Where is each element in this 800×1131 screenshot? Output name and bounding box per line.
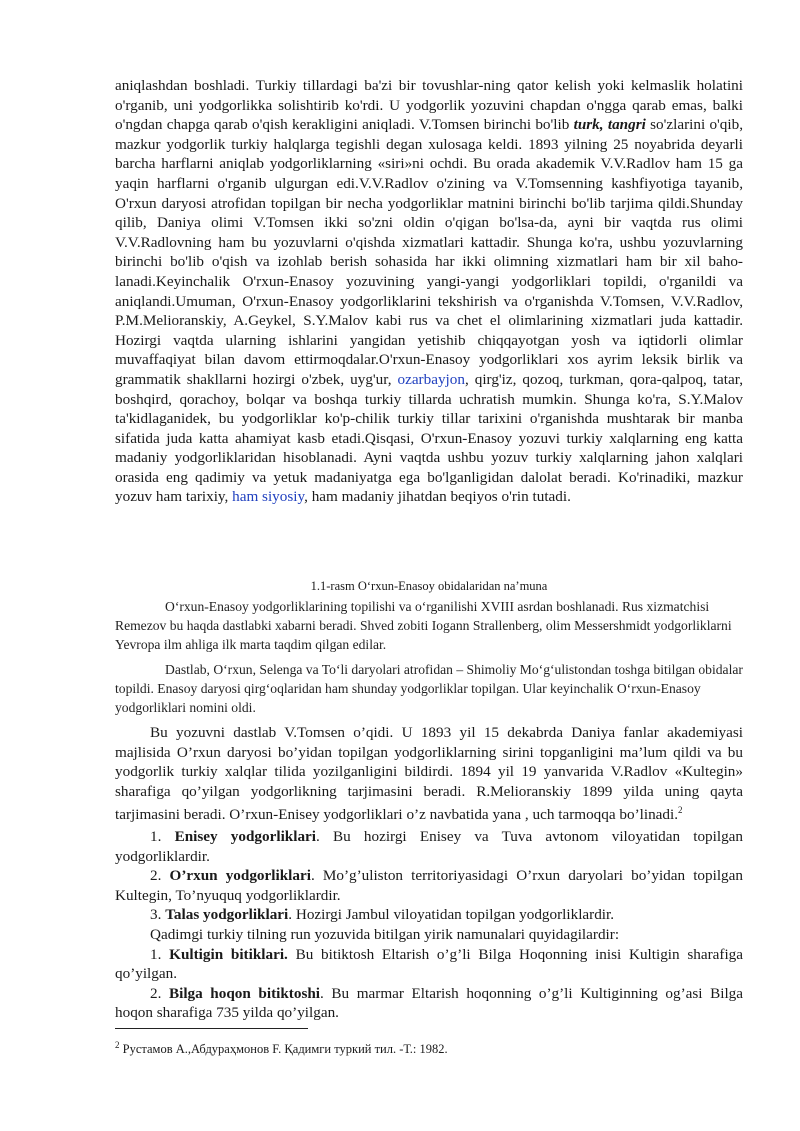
list-number: 1. — [150, 945, 170, 963]
hyperlink-ozarbayjon[interactable]: ozarbayjon — [397, 370, 465, 388]
paragraph-text: so'zlarini o'qib, mazkur yodgorlik turkiy halqlarga tegishli degan xulosaga keldi. 1893 yilning 25 noyabrida deyarli barcha harflarni aniqlab yodgorliklarning «siri»ni ochdi. Bu orada akademik V.V.Radlov ham 15 ga yaqin harflarni o'rganib ulgurgan edi.V.V.Radlov o'zining va V.Tomsenning kashfiyotiga tayanib, O'rxun daryosi atrofidan topilgan bir necha yodgorliklar matnini birinchi bo'lib tarjima qildi.Shunday qilib, Daniya olimi V.Tomsen ikki so'zni oldin o'qigan bo'lsa-da, ayni bir vaqtda rus olimi V.V.Radlovning ham bu yozuvlarni o'qishda xizmatlari kattadir. Shunga ko'ra, ushbu yozuvlarning birinchi bo'lib o'qish va izohlab berish sohasida har ikki olimning xizmatlari ham bir xil baho-lanadi.Keyinchalik O'rxun-Enasoy yozuvining yangi-yangi yodgorliklari topildi, o'rganildi va aniqlandi.Umuman, O'rxun-Enasoy yodgorliklarini tekshirish va o'rganishda V.Tomsen, V.V.Radlov, P.M.Melioranskiy, A.Geykel, S.Y.Malov kabi rus va chet el olimlarining xizmatlari juda kattadir. Hozirgi vaqtda ularning ishlarini yangidan yetishib chiqqayotgan yosh va iqtidorli olimlar muvaffaqiyat bilan davom ettirmoqdalar.O'rxun-Enasoy yodgorliklari xos ayrim leksik birlik va grammatik shakllarni hozirgi o'zbek, uyg'ur, — [115, 116, 743, 388]
list-number: 2. — [150, 867, 170, 885]
list-text: . Mo’g’uliston territoriyasidagi O’rxun daryolari bo’yidan topilgan Kultegin, To’nyuquq yodgorliklardir. — [115, 867, 743, 904]
list-heading: Kultigin bitiklari. — [169, 945, 288, 963]
list-item — [115, 945, 743, 984]
list-heading: Talas yodgorliklari — [165, 906, 289, 924]
image-placeholder-space — [115, 507, 743, 579]
body-paragraph-2: O‘rxun-Enasoy yodgorliklarining topilishi va o‘rganilishi XVIII asrdan boshlanadi. Rus xizmatchisi Remezov bu haqda dastlabki xabarni beradi. Shved zobiti Iogann Strallenberg, olim Messershmidt yodgorliklarni Yevropa ilm ahliga ilk marta taqdim qilgan edilar. — [115, 599, 732, 653]
paragraph-text: , qirg'iz, qozoq, turkman, qora-qalpoq, tatar, boshqird, qorachoy, bolqar va boshqa turkiy tillarda uchratish mumkin. Shunga ko'ra, S.Y.Malov ta'kidlaganidek, bu yodgorliklar ko'p-chilik turkiy tillar tarixini o'rganishda mushtarak bir manba sifatida juda katta ahamiyat kasb etadi.Qisqasi, O'rxun-Enasoy yozuvi turkiy xalqlarning eng katta madaniy yodgorliklaridan hisoblanadi. Ayni vaqtda ushbu yozuv turkiy xalqlarning jahon xalqlari orasida eng qadimiy va yetuk madaniyatga ega bo'lganligidan dalolat beradi. Ko'rinadiki, mazkur yozuv ham tarixiy, — [115, 370, 743, 506]
list-number: 2. — [150, 984, 169, 1002]
paragraph-text: , ham madaniy jihatdan beqiyos o'rin tutadi. — [304, 488, 571, 506]
list-item — [115, 866, 743, 905]
body-paragraph-5: Qadimgi turkiy tilning run yozuvida bitilgan yirik namunalari quyidagilardir: — [150, 926, 620, 944]
footnote-reference[interactable]: 2 — [678, 805, 683, 816]
list-number: 1. — [150, 828, 175, 846]
figure-caption: 1.1-rasm O‘rxun-Enasoy obidalaridan na’muna — [310, 579, 548, 594]
list-text: . Bu marmar Eltarish hoqonning o’g’li Kultiginning og’asi Bilga hoqon sharafiga 735 yilda qo’yilgan. — [115, 984, 743, 1022]
emphasis-text: turk, tangri — [573, 116, 646, 134]
footnote-divider — [115, 1028, 308, 1029]
list-item — [115, 984, 743, 1023]
hyperlink-ham-siyosiy[interactable]: ham siyosiy — [232, 488, 305, 506]
body-paragraph-3: Dastlab, O‘rxun, Selenga va To‘li daryolari atrofidan – Shimoliy Mo‘g‘ulistondan toshga bitilgan obidalar topildi. Enasoy daryosi qirg‘oqlaridan ham shunday yodgorliklar topilgan. Ular keyinchalik O‘rxun-Enasoy yodgorliklari nomini oldi. — [115, 662, 743, 716]
footnote-mark: 2 — [115, 1040, 120, 1050]
list-text: . Bu hozirgi Enisey va Tuva avtonom viloyatidan topilgan yodgorliklardir. — [115, 828, 744, 865]
list-heading: Enisey yodgorliklari — [174, 828, 317, 846]
paragraph-text: Bu yozuvni dastlab V.Tomsen o’qidi. U 1893 yil 15 dekabrda Daniya fanlar akademiyasi majlisida O’rxun daryosi bo’yidan topilgan yodgorliklarning sirini topganligini ma’lum qildi va bu yodgorlik turkiy xalqlar tilida yozilganligini bildirdi. 1894 yil 19 yanvarida V.Radlov «Kultegin» sharafiga qo’yilgan yodgorlikning tarjimasini beradi. R.Melioranskiy 1899 yilda uning qayta tarjimasini beradi. O’rxun-Enisey yodgorliklari o’z navbatida yana , uch tarmoqqa bo’linadi. — [115, 724, 743, 824]
list-heading: Bilga hoqon bitiktoshi — [168, 984, 321, 1002]
document-page — [115, 76, 743, 1023]
list-heading: O’rxun yodgorliklari — [169, 867, 311, 885]
body-paragraph-1 — [115, 76, 743, 507]
paragraph-text: aniqlashdan boshladi. Turkiy tillardagi ba'zi bir tovushlar-ning qator kelish yoki kelmaslik holatini o'rganib, uni yodgorlikka solishtirib ko'rdi. U yodgorlik yozuvini chapdan o'ngga qarab emas, balki o'ngdan chapga qarab o'qish kerakligini aniqladi. V.Tomsen birinchi bo'lib — [115, 77, 743, 134]
list-item — [115, 905, 743, 925]
footnote — [115, 1040, 743, 1057]
body-paragraph-4 — [115, 723, 743, 825]
list-text: Bu bitiktosh Eltarish o’g’li Bilga Hoqonning inisi Kultigin sharafiga qo’yilgan. — [115, 945, 744, 983]
list-number: 3. — [150, 906, 166, 924]
list-text: . Hozirgi Jambul viloyatidan topilgan yodgorliklardir. — [288, 906, 615, 924]
footnote-text: Рустамов А.,Абдураҳмонов F. Қадимги туркий тил. -Т.: 1982. — [119, 1042, 448, 1057]
list-item — [115, 827, 743, 866]
